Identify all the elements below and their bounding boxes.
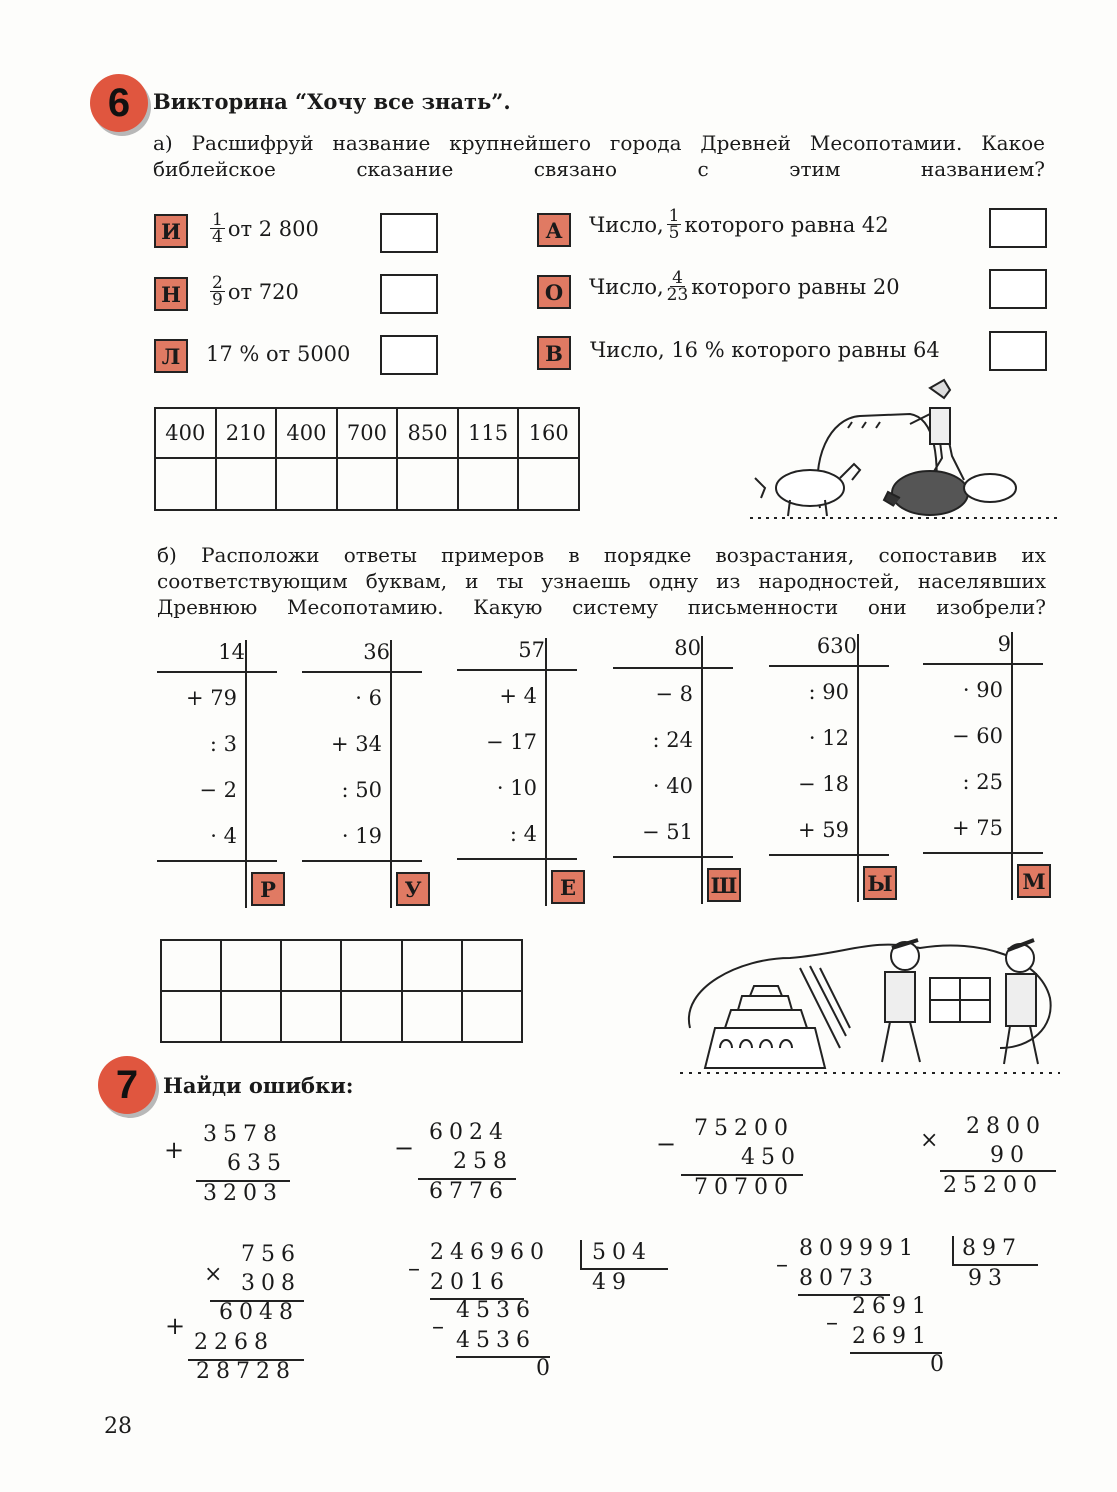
exercise-7-badge: 7 bbox=[98, 1056, 156, 1114]
answer-cell[interactable] bbox=[221, 940, 281, 991]
multiplier: 308 bbox=[241, 1271, 301, 1296]
minus-sign: – bbox=[408, 1254, 420, 1282]
plus-sign: + bbox=[165, 1312, 186, 1340]
subtracted-1: 2016 bbox=[430, 1270, 510, 1295]
difference-result: 70700 bbox=[694, 1175, 794, 1200]
division-bar bbox=[580, 1240, 582, 1270]
minus-sign: – bbox=[776, 1250, 788, 1278]
chain-letter: М bbox=[1017, 864, 1051, 898]
minus-sign: – bbox=[432, 1312, 444, 1340]
letter-box-v: В bbox=[537, 336, 571, 370]
chain-sh: 80 − 8 : 24 · 40 − 51 Ш bbox=[613, 636, 733, 916]
answer-cell[interactable] bbox=[402, 991, 462, 1042]
exercise-6-part-a-text: а) Расшифруй название крупнейшего города Древней Месопотамии. Какое библейское сказание связано с этим названием? bbox=[153, 131, 1045, 181]
multiplier: 90 bbox=[990, 1143, 1030, 1168]
minus-sign: – bbox=[826, 1308, 838, 1336]
cipher-number: 400 bbox=[155, 408, 216, 458]
remainder: 0 bbox=[930, 1352, 950, 1377]
cipher-answer-cell[interactable] bbox=[216, 458, 277, 510]
times-sign: × bbox=[920, 1128, 939, 1153]
chain-r: 14 + 79 : 3 − 2 · 4 Р bbox=[157, 640, 277, 920]
subtracted-1: 8073 bbox=[799, 1266, 879, 1291]
exercise-7-title: Найди ошибки: bbox=[163, 1073, 354, 1098]
dividend: 809991 bbox=[799, 1236, 919, 1261]
partial-product-2: 2268 bbox=[194, 1330, 274, 1355]
answer-cell[interactable] bbox=[462, 940, 522, 991]
answer-box-o[interactable] bbox=[989, 269, 1047, 309]
chain-letter: У bbox=[396, 872, 430, 906]
subtrahend: 258 bbox=[453, 1149, 513, 1174]
answer-cell[interactable] bbox=[221, 991, 281, 1042]
cipher-number: 210 bbox=[216, 408, 277, 458]
addend-1: 3578 bbox=[203, 1122, 283, 1147]
partial-product-1: 6048 bbox=[219, 1300, 299, 1325]
dividend: 246960 bbox=[430, 1240, 550, 1265]
cipher-answer-cell[interactable] bbox=[397, 458, 458, 510]
chain-u: 36 · 6 + 34 : 50 · 19 У bbox=[302, 640, 422, 920]
subtracted-2: 2691 bbox=[852, 1324, 932, 1349]
divisor: 897 bbox=[962, 1236, 1022, 1261]
answer-box-l[interactable] bbox=[380, 335, 438, 375]
task-v: Число, 16 % которого равны 64 bbox=[590, 338, 940, 362]
multiplicand: 756 bbox=[241, 1242, 301, 1267]
divisor: 504 bbox=[592, 1240, 652, 1265]
product-line bbox=[940, 1170, 1056, 1172]
cipher-number: 115 bbox=[458, 408, 519, 458]
answer-cell[interactable] bbox=[281, 991, 341, 1042]
subtracted-2: 4536 bbox=[456, 1328, 536, 1353]
answer-box-v[interactable] bbox=[989, 331, 1047, 371]
division-bar bbox=[952, 1236, 954, 1266]
minus-sign: − bbox=[656, 1130, 677, 1158]
answer-box-n[interactable] bbox=[380, 274, 438, 314]
letter-box-n: Н bbox=[154, 277, 188, 311]
exercise-6-title: Викторина “Хочу все знать”. bbox=[153, 89, 511, 114]
plus-sign: + bbox=[164, 1136, 185, 1164]
letter-box-o: О bbox=[537, 275, 571, 309]
chain-y: 630 : 90 · 12 − 18 + 59 Ы bbox=[769, 634, 889, 914]
cipher-answer-cell[interactable] bbox=[155, 458, 216, 510]
chain-letter: Р bbox=[251, 872, 285, 906]
answer-cell[interactable] bbox=[341, 991, 401, 1042]
multiplicand: 2800 bbox=[966, 1114, 1046, 1139]
cipher-answer-cell[interactable] bbox=[458, 458, 519, 510]
addend-2: 635 bbox=[227, 1151, 287, 1176]
quotient: 49 bbox=[592, 1270, 632, 1295]
sum-result: 3203 bbox=[203, 1181, 283, 1206]
task-i: $\frac{1}{4}$ от 2 800 bbox=[212, 210, 319, 247]
minuend: 75200 bbox=[694, 1116, 794, 1141]
chain-m: 9 · 90 − 60 : 25 + 75 М bbox=[923, 632, 1043, 912]
letter-box-l: Л bbox=[154, 339, 188, 373]
chain-e: 57 + 4 − 17 · 10 : 4 Е bbox=[457, 638, 577, 918]
answer-box-a[interactable] bbox=[989, 208, 1047, 248]
cipher-number: 160 bbox=[518, 408, 579, 458]
cipher-answer-cell[interactable] bbox=[337, 458, 398, 510]
partial-dividend: 2691 bbox=[852, 1294, 932, 1319]
exercise-6-badge: 6 bbox=[90, 74, 148, 132]
answer-cell[interactable] bbox=[161, 940, 221, 991]
minus-sign: − bbox=[394, 1134, 415, 1162]
answer-cell[interactable] bbox=[402, 940, 462, 991]
answer-box-i[interactable] bbox=[380, 213, 438, 253]
chain-letter: Е bbox=[551, 870, 585, 904]
times-sign: × bbox=[204, 1262, 223, 1287]
cipher-number: 700 bbox=[337, 408, 398, 458]
remainder: 0 bbox=[536, 1356, 556, 1381]
chain-letter: Ы bbox=[863, 866, 897, 900]
product-result: 25200 bbox=[943, 1173, 1043, 1198]
cipher-table bbox=[154, 407, 580, 511]
scribe-with-sheep-illustration bbox=[750, 378, 1060, 528]
exercise-6-part-b-text: б) Расположи ответы примеров в порядке возрастания, сопоставив их соответствующим буквам, и ты узнаешь одну из народностей, населявших Древнюю Месопотамию. Какую систему письменности они изобрели? bbox=[157, 543, 1046, 619]
quotient: 93 bbox=[968, 1266, 1008, 1291]
task-n: $\frac{2}{9}$ от 720 bbox=[212, 273, 299, 310]
answer-cell[interactable] bbox=[281, 940, 341, 991]
chain-letter: Ш bbox=[707, 868, 741, 902]
cipher-number: 400 bbox=[276, 408, 337, 458]
subtrahend: 450 bbox=[741, 1145, 801, 1170]
answer-cell[interactable] bbox=[161, 991, 221, 1042]
step-line bbox=[850, 1352, 942, 1354]
cipher-number: 850 bbox=[397, 408, 458, 458]
minuend: 6024 bbox=[429, 1120, 509, 1145]
difference-result: 6776 bbox=[429, 1179, 509, 1204]
product-result: 28728 bbox=[196, 1359, 296, 1384]
task-l: 17 % от 5000 bbox=[206, 342, 351, 366]
answer-cell[interactable] bbox=[341, 940, 401, 991]
task-a: Число, $\frac{1}{5}$ которого равна 42 bbox=[589, 206, 889, 243]
builders-tower-illustration bbox=[680, 928, 1060, 1078]
letter-box-a: А bbox=[537, 213, 571, 247]
answer-cell[interactable] bbox=[462, 991, 522, 1042]
page-number: 28 bbox=[104, 1414, 132, 1439]
cipher-answer-cell[interactable] bbox=[276, 458, 337, 510]
letter-box-i: И bbox=[154, 214, 188, 248]
task-o: Число, $\frac{4}{23}$ которого равны 20 bbox=[589, 268, 900, 305]
cipher-answer-cell[interactable] bbox=[518, 458, 579, 510]
part-b-answer-grid bbox=[160, 939, 523, 1043]
partial-dividend: 4536 bbox=[456, 1298, 536, 1323]
